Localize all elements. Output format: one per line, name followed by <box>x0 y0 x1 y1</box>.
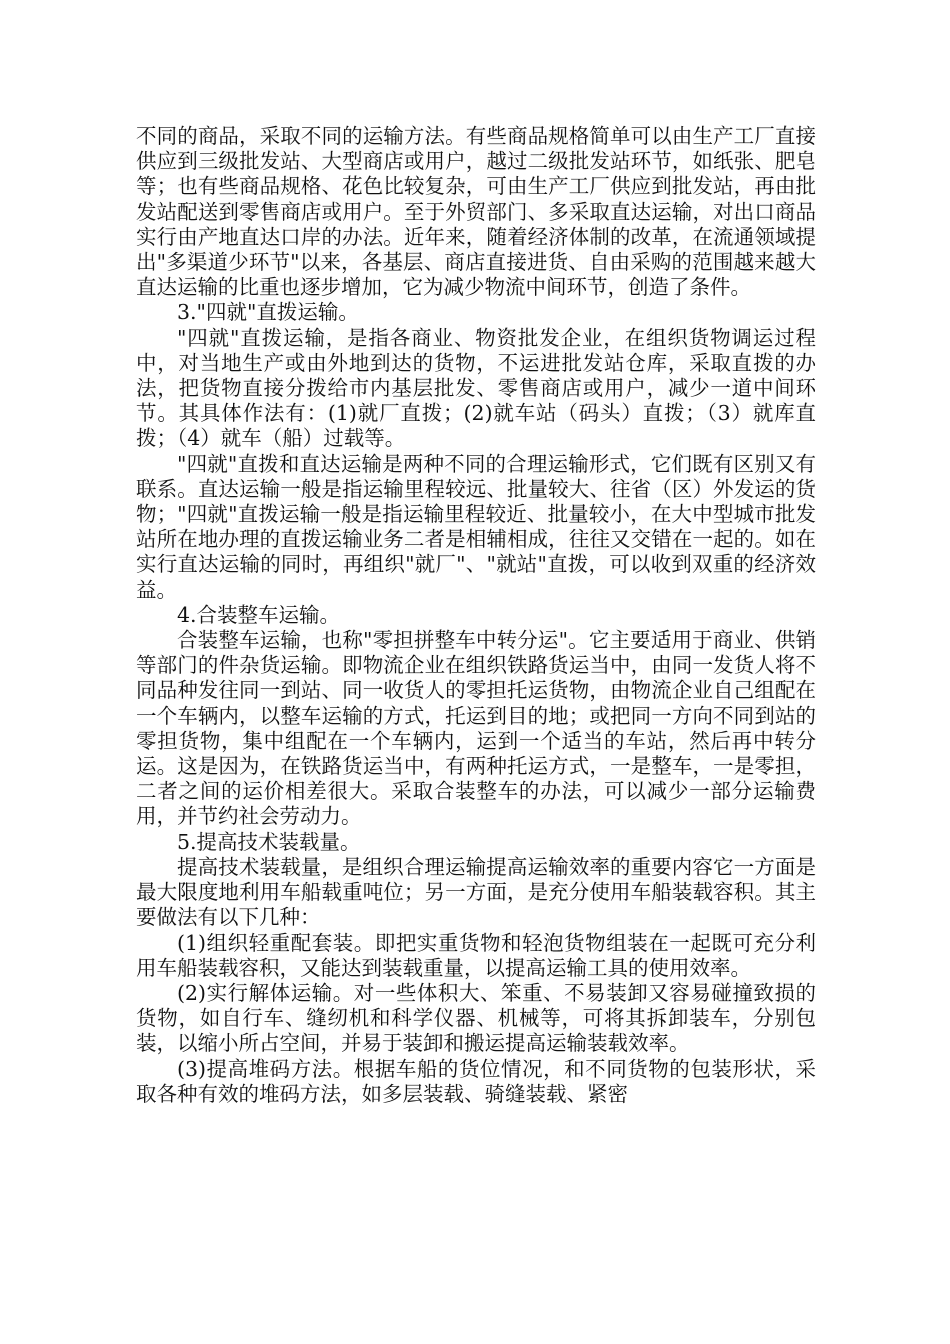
paragraph-loading-capacity: 提高技术装载量，是组织合理运输提高运输效率的重要内容它一方面是最大限度地利用车船载重吨位；另一方面，是充分使用车船装载容积。其主要做法有以下几种： <box>136 854 816 930</box>
section-heading-loading-capacity: 5.提高技术装载量。 <box>177 829 361 854</box>
section-heading-four-direct-transfer: 3."四就"直拨运输。 <box>177 300 359 325</box>
list-item-light-heavy-combination: (1)组织轻重配套装。即把实重货物和轻泡货物组装在一起既可充分利用车船装载容积，又能达到装载重量，以提高运输工具的使用效率。 <box>136 930 816 980</box>
paragraph-direct-transport-intro: 不同的商品，采取不同的运输方法。有些商品规格简单可以由生产工厂直接供应到三级批发站、大型商店或用户，越过二级批发站环节，如纸张、肥皂等；也有些商品规格、花色比较复杂，可由生产工厂供应到批发站，再由批发站配送到零售商店或用户。至于外贸部门、多采取直达运输，对出口商品实行由产地直达口岸的办法。近年来，随着经济体制的改革，在流通领域提出"多渠道少环节"以来，各基层、商店直接进货、自由采购的范围越来越大直达运输的比重也逐步增加，它为减少物流中间环节，创造了条件。 <box>136 124 816 300</box>
paragraph-four-direct-transfer-definition: "四就"直拨运输，是指各商业、物资批发企业，在组织货物调运过程中，对当地生产或由外地到达的货物，不运进批发站仓库，采取直拨的办法，把货物直接分拨给市内基层批发、零售商店或用户，减少一道中间环节。其具体作法有：(1)就厂直拨；(2)就车站（码头）直拨；（3）就库直拨；（4）就车（船）过载等。 <box>136 325 816 451</box>
document-body <box>136 124 816 1107</box>
list-item-stacking-method: (3)提高堆码方法。根据车船的货位情况，和不同货物的包装形状，采取各种有效的堆码方法，如多层装载、骑缝装载、紧密 <box>136 1056 816 1106</box>
section-heading-consolidated-carload: 4.合装整车运输。 <box>177 602 341 627</box>
paragraph-four-direct-vs-direct: "四就"直拨和直达运输是两种不同的合理运输形式，它们既有区别又有联系。直达运输一般是指运输里程较远、批量较大、往省（区）外发运的货物；"四就"直拨运输一般是指运输里程较近、批量较小，在大中型城市批发站所在地办理的直拨运输业务二者是相辅相成，往往又交错在一起的。如在实行直达运输的同时，再组织"就厂"、"就站"直拨，可以收到双重的经济效益。 <box>136 451 816 602</box>
paragraph-consolidated-carload: 合装整车运输，也称"零担拼整车中转分运"。它主要适用于商业、供销等部门的件杂货运输。即物流企业在组织铁路货运当中，由同一发货人将不同品种发往同一到站、同一收货人的零担托运货物，由物流企业自己组配在一个车辆内，以整车运输的方式，托运到目的地；或把同一方向不同到站的零担货物，集中组配在一个车辆内，运到一个适当的车站，然后再中转分运。这是因为，在铁路货运当中，有两种托运方式，一是整车，一是零担，二者之间的运价相差很大。采取合装整车的办法，可以减少一部分运输费用，并节约社会劳动力。 <box>136 628 816 829</box>
list-item-disassembly-transport: (2)实行解体运输。对一些体积大、笨重、不易装卸又容易碰撞致损的货物，如自行车、缝纫机和科学仪器、机械等，可将其拆卸装车，分别包装，以缩小所占空间，并易于装卸和搬运提高运输装载效率。 <box>136 980 816 1056</box>
